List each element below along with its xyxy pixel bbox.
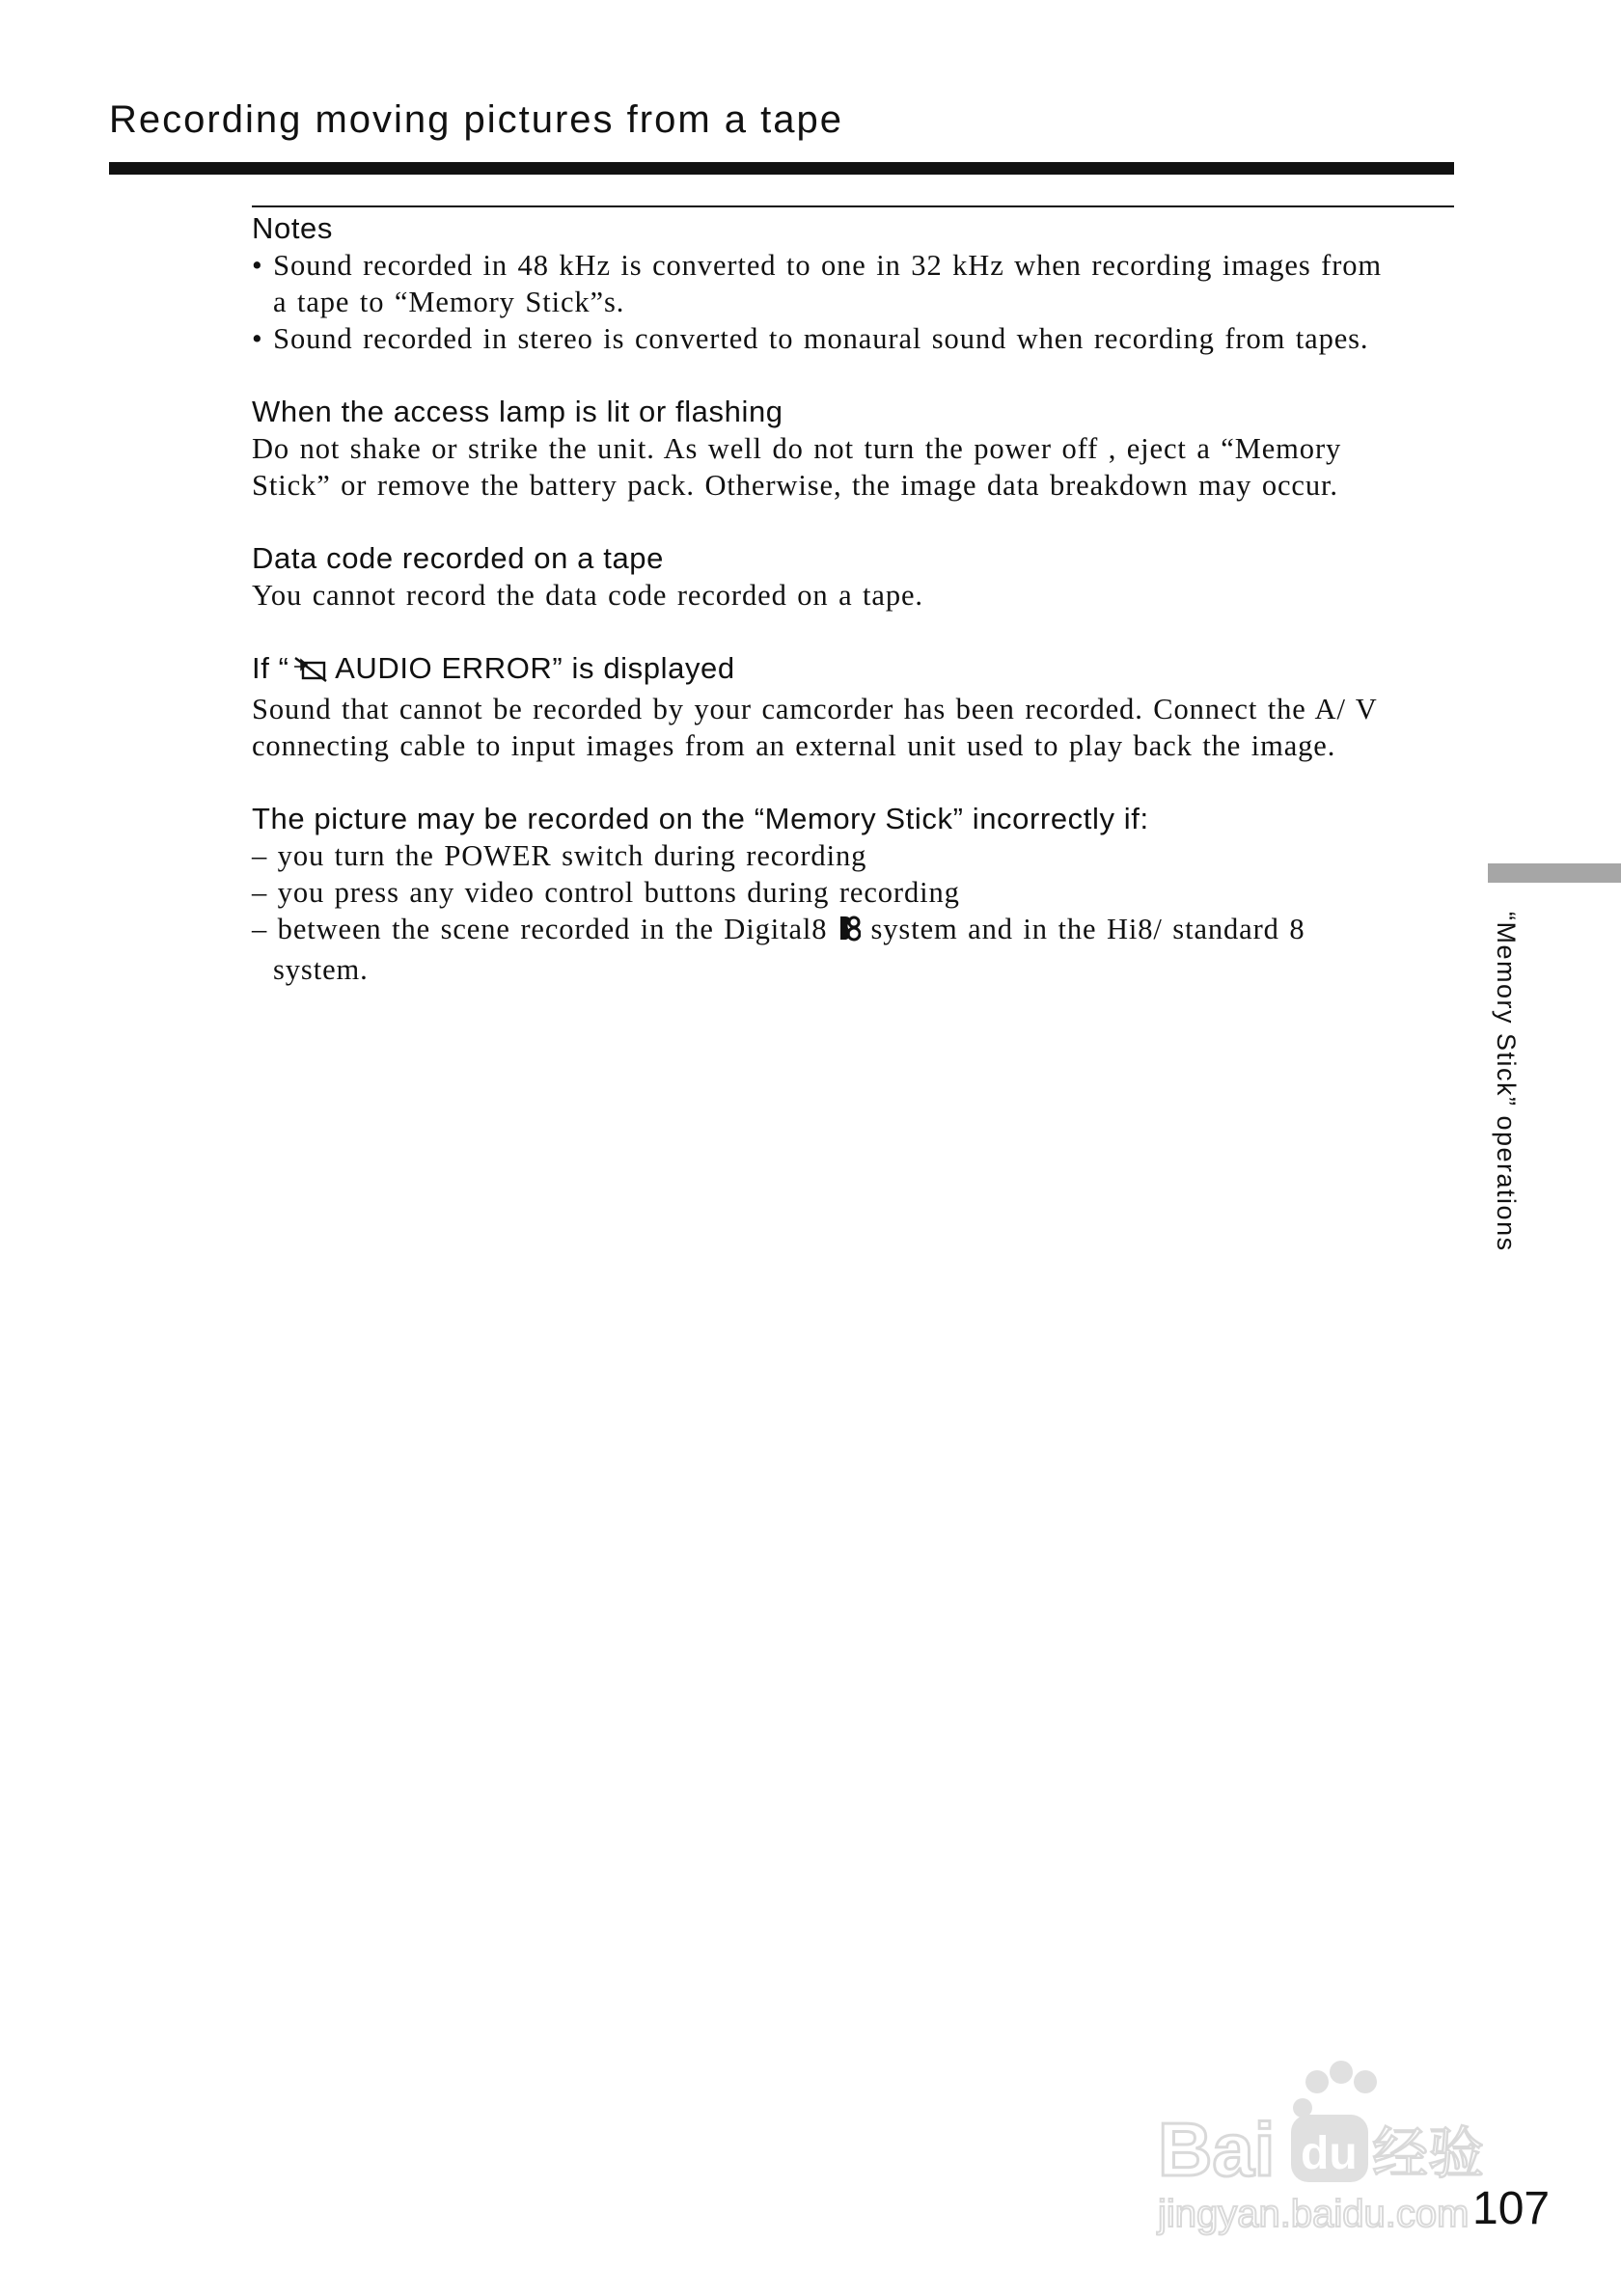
incorrect-item-3 — [252, 911, 1458, 951]
access-lamp-line-1: Do not shake or strike the unit. As well do not turn the power off , eject a “Memory — [252, 432, 1342, 465]
notes-list — [252, 247, 1458, 357]
incorrect-item-3-suffix: system and in the Hi8/ standard 8 — [860, 913, 1305, 945]
notes-section — [252, 210, 1458, 357]
incorrect-recording-section — [252, 801, 1458, 988]
digital8-logo-icon — [838, 914, 861, 951]
note-item-1: • Sound recorded in 48 kHz is converted to one in 32 kHz when recording images from — [252, 249, 1383, 282]
svg-text:jingyan.baidu.com: jingyan.baidu.com — [1158, 2193, 1470, 2235]
access-lamp-line-2: Stick” or remove the battery pack. Otherwise, the image data breakdown may occur. — [252, 469, 1338, 502]
incorrect-item-2: – you press any video control buttons during recording — [252, 876, 960, 909]
page-content — [252, 210, 1458, 1025]
section-rule — [252, 205, 1454, 207]
svg-text:du: du — [1301, 2128, 1358, 2179]
page-number: 107 — [1472, 2183, 1551, 2234]
svg-text:Bai: Bai — [1158, 2107, 1276, 2192]
note-item-2: • Sound recorded in stereo is converted to monaural sound when recording from tapes. — [252, 322, 1369, 355]
data-code-section — [252, 540, 1458, 614]
audio-error-section — [252, 650, 1458, 764]
audio-error-heading-suffix: AUDIO ERROR” is displayed — [327, 651, 735, 685]
access-lamp-section — [252, 394, 1458, 504]
audio-error-line-2: connecting cable to input images from an external unit used to play back the image. — [252, 729, 1336, 762]
audio-error-line-1: Sound that cannot be recorded by your camcorder has been recorded. Connect the A/ V — [252, 693, 1378, 725]
side-tab — [1488, 863, 1621, 883]
audio-error-heading-prefix: If “ — [252, 651, 289, 685]
incorrect-item-3-cont: system. — [273, 953, 369, 986]
data-code-heading: Data code recorded on a tape — [252, 541, 664, 575]
side-section-label: “Memory Stick” operations — [1492, 912, 1521, 1252]
page-title: Recording moving pictures from a tape — [109, 98, 843, 141]
svg-text:经验: 经验 — [1372, 2120, 1485, 2186]
data-code-line-1: You cannot record the data code recorded on a tape. — [252, 579, 923, 612]
incorrect-item-3-prefix: – between the scene recorded in the Digital8 — [252, 913, 838, 945]
note-item-1-cont: a tape to “Memory Stick”s. — [273, 286, 625, 318]
incorrect-item-1: – you turn the POWER switch during recording — [252, 839, 867, 872]
audio-error-icon — [289, 654, 328, 691]
title-rule — [109, 162, 1454, 175]
audio-error-heading — [252, 650, 1458, 691]
notes-heading: Notes — [252, 211, 333, 245]
incorrect-recording-heading: The picture may be recorded on the “Memory Stick” incorrectly if: — [252, 802, 1149, 835]
access-lamp-heading: When the access lamp is lit or flashing — [252, 395, 783, 428]
